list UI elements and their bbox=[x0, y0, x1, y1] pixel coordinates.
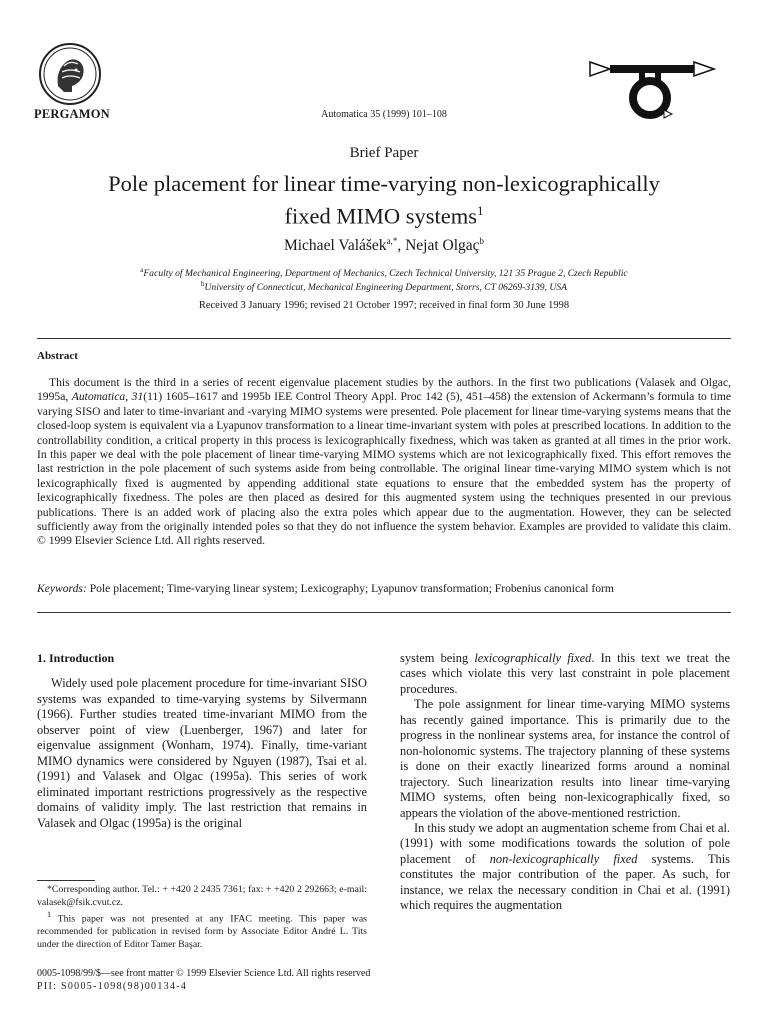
journal-name: Automatica, 31 bbox=[71, 390, 144, 404]
footnote-divider bbox=[37, 880, 95, 881]
footnote-1: $^1$ This paper was not presented at any IFAC meeting. This paper was recommended for publication in revised form by Associate Editor André L. Tits under the direction of Editor Tamer Başar. bbox=[37, 910, 367, 950]
column-right bbox=[400, 651, 730, 914]
paragraph: Widely used pole placement procedure for time-invariant SISO systems was expanded to time-varying systems by Silvermann (1966). Further studies treated time-invariant MIMO from the observer point of view (Luenberger, 1967) and later for eigenvalue assignment (Wonham, 1974). Finally, time-variant MIMO dynamics were considered by Nguyen (1987), Tsai et al. (1991) and Valasek and Olgac (1995a). This series of work eliminated important restrictions progressively as the respective domains of validity imply. The last restriction that remains in Valasek and Olgac (1995a) is the original bbox=[37, 676, 367, 830]
author-2: Nejat Olgaç bbox=[405, 237, 480, 255]
affiliation-b: $^b$University of Connecticut, Mechanical Engineering Department, Storrs, CT 06269-3139, USA bbox=[201, 280, 567, 294]
abstract-text: This document is the third in a series of recent eigenvalue placement studies by the authors. In the first two publications (Valasek and Olgac, 1995a, Automatica, 31(11) 1605–1617 and 1995b IEE Control Theory Appl. Proc 142 (5), 451–458) the extension of Ackermann’s formula to time varying SISO and later to time-invariant and -varying MIMO systems were presented. Pole placement for linear time-varying systems means that the closed-loop system is equivalent via a Lyapunov transformation to a linear time-invariant system with poles at prescribed locations. In addition to the controllability condition, a critical property in this process is lexicographically fixedness, which was taken as granted at all times in the prior work. In this paper we deal with the pole placement of linear time-varying MIMO systems which are not lexicographically fixed. This effort removes the last restriction in the pole placement of such systems aside from being controllable. The original linear time-varying MIMO system which is not lexicographically fixed is augmented by appending additional state equations to ensure that the embedded system has the property of lexicographically fixedness. The poles are then placed as desired for this augmented system using the techniques presented in our previous publications. There is an added work of placing also the extra poles which appear due to the augmentation. However, they can be selected sufficiently away from the originally intended poles so that they do not influence the system behavior. Examples are provided to validate this claim. © 1999 Elsevier Science Ltd. All rights reserved. bbox=[37, 376, 731, 548]
footer bbox=[37, 967, 370, 993]
elsevier-tree-logo-icon bbox=[38, 42, 102, 106]
author-2-mark: b bbox=[479, 236, 485, 246]
ifac-logo-icon bbox=[588, 58, 716, 120]
paragraph: system being lexicographically fixed. In this text we treat the cases which violate this very last constraint in pole placement procedures. bbox=[400, 651, 730, 696]
footnotes bbox=[37, 884, 367, 951]
title-line-1: Pole placement for linear time-varying non-lexicographically bbox=[108, 171, 660, 196]
title-line-2: fixed MIMO systems bbox=[284, 203, 477, 229]
divider bbox=[37, 612, 731, 613]
author-1: Michael Valášek bbox=[283, 237, 387, 255]
affiliation-a: $^a$Faculty of Mechanical Engineering, Department of Mechanics, Czech Technical University, 121 35 Prague 2, Czech Republic bbox=[140, 266, 628, 280]
journal-reference: Automatica 35 (1999) 101–108 bbox=[321, 109, 447, 120]
article-type: Brief Paper bbox=[349, 145, 419, 161]
column-left bbox=[37, 651, 367, 831]
abstract-heading: Abstract bbox=[37, 350, 78, 362]
received-dates: Received 3 January 1996; revised 21 October 1997; received in final form 30 June 1998 bbox=[198, 300, 570, 311]
footnote-corresponding: *Corresponding author. Tel.: + +420 2 2435 7361; fax: + +420 2 292663; e-mail: valasek@fsik.cvut.cz. bbox=[37, 884, 367, 908]
publisher-name: PERGAMON bbox=[34, 107, 110, 121]
paper-title bbox=[40, 170, 728, 230]
divider bbox=[37, 338, 731, 339]
paragraph: In this study we adopt an augmentation scheme from Chai et al. (1991) with some modifications towards the solution of pole placement of non-lexicographically fixed systems. This constitutes the major contribution of the paper. As such, for instance, we relax the necessary condition in Chai et al. (1991) which requires the augmentation bbox=[400, 820, 730, 913]
keywords: Keywords: Pole placement; Time-varying linear system; Lexicography; Lyapunov transformation; Frobenius canonical form bbox=[37, 582, 614, 595]
pii-line: PII: S0005-1098(98)00134-4 bbox=[37, 981, 188, 992]
copyright: © 1999 Elsevier Science Ltd. All rights reserved. bbox=[37, 534, 266, 548]
title-footnote-mark: 1 bbox=[477, 203, 484, 218]
authors: Michael Valášek$^{a,*}$, Nejat Olgaç$^b$ bbox=[283, 236, 485, 255]
paragraph: The pole assignment for linear time-varying MIMO systems has recently gained importance. This is primarily due to the progress in the nonlinear systems area, for instance the control of non-holonomic systems. The trajectory planning of these systems is done on their exactly linearized forms around a nominal trajectory. Such linearization results into linear time-varying MIMO systems, often being non-lexicographically fixed, so appears the violation of the above-mentioned restriction. bbox=[400, 697, 730, 820]
section-heading: 1. Introduction bbox=[37, 651, 115, 665]
issn-line: 0005-1098/99/$—see front matter © 1999 Elsevier Science Ltd. All rights reserved bbox=[37, 968, 371, 979]
author-1-marks: a,* bbox=[386, 236, 398, 246]
